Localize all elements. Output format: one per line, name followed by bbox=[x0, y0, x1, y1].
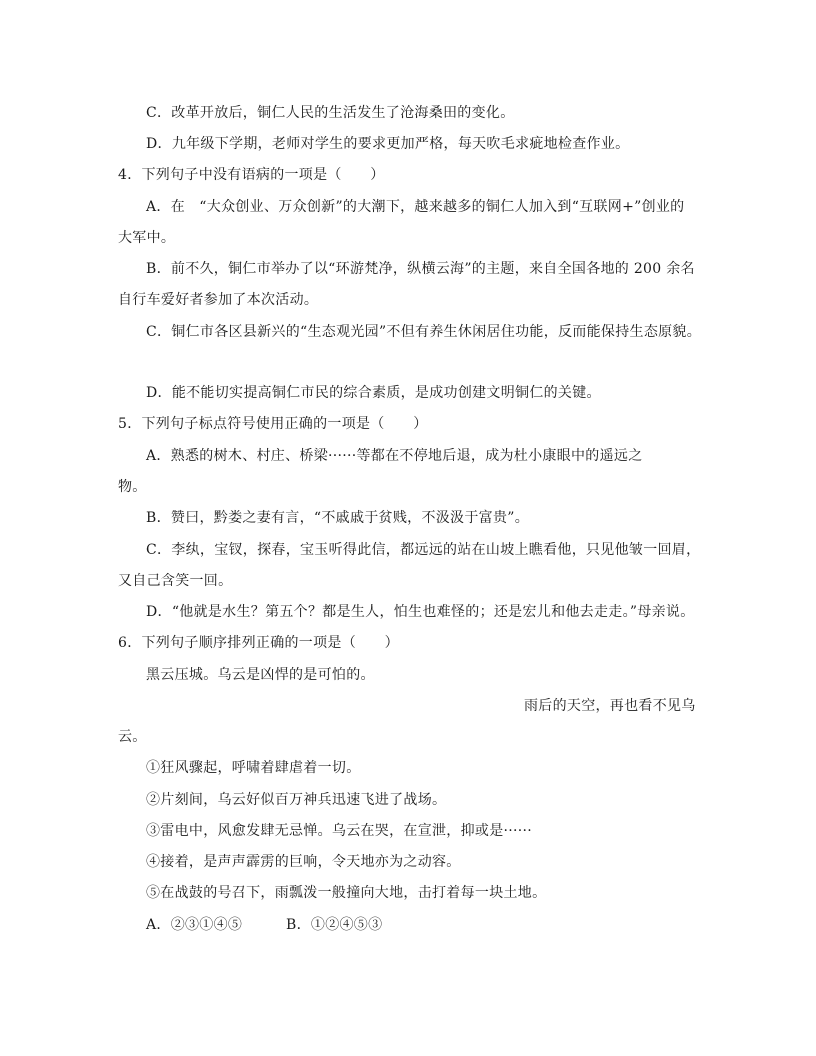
option-5b: B．赞曰，黔娄之妻有言，“不戚戚于贫贱，不汲汲于富贵”。 bbox=[146, 510, 530, 526]
option-3c: C．改革开放后，铜仁人民的生活发生了沧海桑田的变化。 bbox=[146, 105, 515, 121]
option-5d: D．“他就是水生？第五个？都是生人，怕生也难怪的；还是宏儿和他去走走。”母亲说。 bbox=[146, 604, 695, 620]
passage-closing-continued: 云。 bbox=[118, 729, 147, 745]
option-5a-continued: 物。 bbox=[118, 479, 147, 495]
option-4d: D．能不能切实提高铜仁市民的综合素质，是成功创建文明铜仁的关键。 bbox=[146, 385, 601, 401]
option-4b-continued: 自行车爱好者参加了本次活动。 bbox=[118, 292, 319, 308]
option-4b: B．前不久，铜仁市举办了以“环游梵净，纵横云海”的主题，来自全国各地的 200 余名 bbox=[146, 261, 695, 277]
option-5c: C．李纨，宝钗，探春，宝玉听得此信，都远远的站在山坡上瞧看他，只见他皱一回眉， bbox=[146, 542, 701, 558]
question-6-stem: 6．下列句子顺序排列正确的一项是（ ） bbox=[118, 635, 399, 651]
question-4-stem: 4．下列句子中没有语病的一项是（ ） bbox=[118, 167, 385, 183]
option-4a: A．在 “大众创业、万众创新”的大潮下，越来越多的铜仁人加入到“互联网+”创业的 bbox=[146, 199, 685, 215]
option-6b: B．①②④⑤③ bbox=[286, 917, 383, 933]
option-4c: C．铜仁市各区县新兴的“生态观光园”不但有养生休闲居住功能，反而能保持生态原貌。 bbox=[146, 324, 702, 340]
sentence-2: ②片刻间，乌云好似百万神兵迅速飞进了战场。 bbox=[146, 792, 447, 808]
question-5-stem: 5．下列句子标点符号使用正确的一项是（ ） bbox=[118, 416, 428, 432]
sentence-5: ⑤在战鼓的号召下，雨瓢泼一般撞向大地，击打着每一块土地。 bbox=[146, 885, 547, 901]
option-6a: A．②③①④⑤ bbox=[146, 917, 243, 933]
option-4a-continued: 大军中。 bbox=[118, 230, 176, 246]
passage-opening: 黑云压城。乌云是凶悍的是可怕的。 bbox=[146, 667, 375, 683]
option-5a: A．熟悉的树木、村庄、桥梁······等都在不停地后退，成为杜小康眼中的遥远之 bbox=[146, 448, 643, 464]
sentence-3: ③雷电中，风愈发肆无忌惮。乌云在哭，在宣泄，抑或是······ bbox=[146, 823, 532, 839]
option-3d: D．九年级下学期，老师对学生的要求更加严格，每天吹毛求疵地检查作业。 bbox=[146, 136, 630, 152]
option-5c-continued: 又自己含笑一回。 bbox=[118, 573, 233, 589]
sentence-4: ④接着，是声声霹雳的巨响，令天地亦为之动容。 bbox=[146, 854, 461, 870]
passage-closing: 雨后的天空，再也看不见乌 bbox=[524, 698, 696, 714]
sentence-1: ①狂风骤起，呼啸着肆虐着一切。 bbox=[146, 760, 361, 776]
